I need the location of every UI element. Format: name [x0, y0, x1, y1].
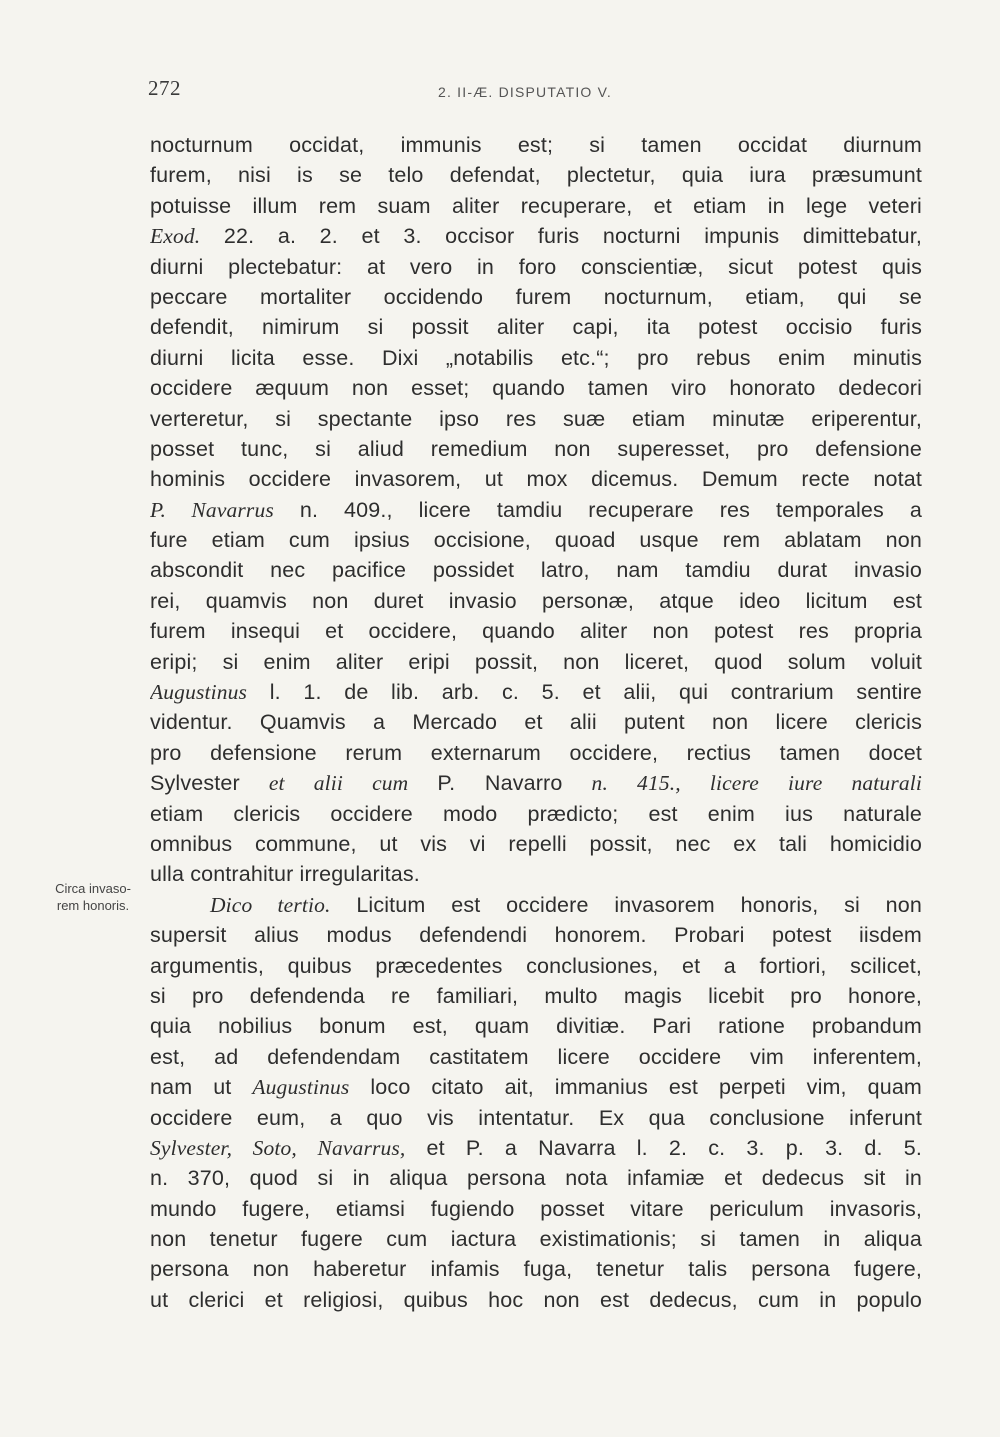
text-line: n. 370, quod si in aliqua persona nota infamiæ et dedecus sit in	[150, 1166, 922, 1191]
text-segment: n. 409., licere tamdiu recuperare res temporales a	[273, 497, 922, 522]
margin-note-line: Circa invaso-	[55, 881, 131, 896]
text-line: potuisse illum rem suam aliter recuperare, et etiam in lege veteri	[150, 193, 922, 218]
text-line: omnibus commune, ut vis vi repelli possit, nec ex tali homicidio	[150, 831, 922, 856]
text-line: abscondit nec pacifice possidet latro, nam tamdiu durat invasio	[150, 558, 922, 583]
text-segment: 22. a. 2. et 3. occisor furis nocturni impunis dimittebatur,	[200, 224, 922, 249]
text-line: peccare mortaliter occidendo furem nocturnum, etiam, qui se	[150, 284, 922, 309]
italic-name: n. 415., licere iure naturali	[562, 771, 922, 796]
text-line: diurni plectebatur: at vero in foro conscientiæ, sicut potest quis	[150, 254, 922, 279]
italic-name: Exod.	[150, 224, 201, 249]
text-line: supersit alius modus defendendi honorem. Probari potest iisdem	[150, 923, 922, 948]
text-line: verteretur, si spectante ipso res suæ etiam minutæ eriperentur,	[150, 406, 922, 431]
body-text	[150, 130, 922, 1315]
text-line: nocturnum occidat, immunis est; si tamen occidat diurnum	[150, 133, 922, 157]
text-segment: Sylvester	[150, 771, 240, 796]
text-line: occidere æquum non esset; quando tamen viro honorato dedecori	[150, 376, 922, 401]
text-line	[150, 1133, 922, 1163]
text-line: fure etiam cum ipsius occisione, quoad usque rem ablatam non	[150, 528, 922, 553]
text-line: mundo fugere, etiamsi fugiendo posset vitare periculum invasoris,	[150, 1196, 922, 1221]
text-line: hominis occidere invasorem, ut mox dicemus. Demum recte notat	[150, 467, 922, 492]
text-line: rei, quamvis non duret invasio personæ, atque ideo licitum est	[150, 588, 922, 613]
text-line: persona non haberetur infamis fuga, tenetur talis persona fugere,	[150, 1257, 922, 1282]
text-line: ulla contrahitur irregularitas.	[150, 862, 420, 887]
text-segment: Licitum est occidere invasorem honoris, si non	[330, 892, 922, 917]
text-segment: et P. a Navarra l. 2. c. 3. p. 3. d. 5.	[405, 1135, 922, 1160]
text-line	[150, 221, 922, 251]
text-line: si pro defendenda re familiari, multo magis licebit pro honore,	[150, 983, 922, 1008]
text-line: non tenetur fugere cum iactura existimationis; si tamen in aliqua	[150, 1227, 922, 1252]
text-line	[150, 768, 922, 798]
italic-name: Sylvester, Soto, Navarrus,	[150, 1135, 406, 1160]
text-line	[150, 890, 922, 920]
page-number: 272	[148, 76, 181, 100]
text-line: pro defensione rerum externarum occidere, rectius tamen docet	[150, 740, 922, 765]
text-line: quia nobilius bonum est, quam divitiæ. Pari ratione probandum	[150, 1014, 922, 1039]
italic-name: Dico tertio.	[210, 892, 331, 917]
text-segment: nam ut	[150, 1075, 253, 1100]
text-line: videntur. Quamvis a Mercado et alii putent non licere clericis	[150, 710, 922, 735]
text-line: argumentis, quibus præcedentes conclusiones, et a fortiori, scilicet,	[150, 953, 922, 978]
text-segment: P. Navarro	[437, 771, 563, 796]
page-header	[148, 76, 923, 106]
text-line: occidere eum, a quo vis intentatur. Ex qua conclusione inferunt	[150, 1105, 922, 1130]
text-line	[150, 1072, 922, 1102]
text-line: etiam clericis occidere modo prædicto; est enim ius naturale	[150, 801, 922, 826]
margin-note	[38, 880, 148, 914]
text-line: eripi; si enim aliter eripi possit, non liceret, quod solum voluit	[150, 649, 922, 674]
text-line: furem insequi et occidere, quando aliter non potest res propria	[150, 619, 922, 644]
text-line	[150, 677, 922, 707]
italic-name: Augustinus	[150, 680, 248, 705]
italic-name: Augustinus	[252, 1075, 350, 1100]
text-line	[150, 495, 922, 525]
text-segment: l. 1. de lib. arb. c. 5. et alii, qui contrarium sentire	[247, 680, 922, 705]
text-line: est, ad defendendam castitatem licere occidere vim inferentem,	[150, 1044, 922, 1069]
text-line: furem, nisi is se telo defendat, plectetur, quia iura præsumunt	[150, 163, 922, 188]
italic-name: P. Navarrus	[150, 497, 274, 522]
text-segment: loco citato ait, immanius est perpeti vim, quam	[349, 1075, 922, 1100]
text-line: defendit, nimirum si possit aliter capi, ita potest occisio furis	[150, 315, 922, 340]
text-line: posset tunc, si aliud remedium non superesset, pro defensione	[150, 436, 922, 461]
text-line: ut clerici et religiosi, quibus hoc non est dedecus, cum in populo	[150, 1287, 922, 1312]
text-line: diurni licita esse. Dixi „notabilis etc.“; pro rebus enim minutis	[150, 345, 922, 370]
italic-name: et alii cum	[239, 771, 438, 796]
margin-note-line: rem honoris.	[56, 898, 130, 913]
running-head: 2. II-Æ. DISPUTATIO V.	[438, 84, 612, 100]
